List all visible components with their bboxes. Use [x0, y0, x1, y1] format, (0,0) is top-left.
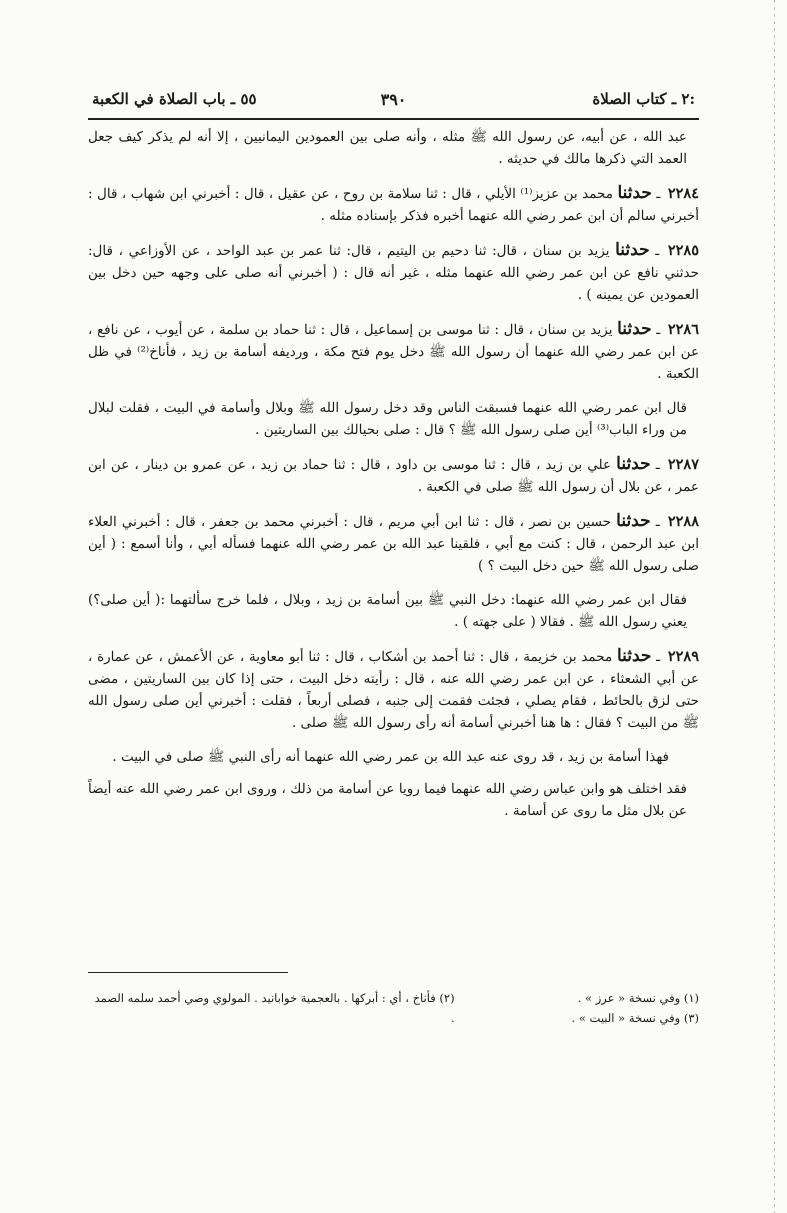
hadith-2287: ٢٢٨٧ ـ حدثنا علي بن زيد ، قال : ثنا موسى بن داود ، قال : ثنا حماد بن زيد ، عن عمرو بن دينار ، عن ابن عمر ، عن بلال أن رسول الله ﷺ صلى في الكعبة .	[88, 454, 699, 495]
hadith-number: ٢٢٨٥	[667, 242, 699, 259]
hadith-number: ٢٢٨٦	[667, 321, 699, 338]
closing-paragraph-2	[88, 778, 699, 822]
footnote-1: (١) وفي نسخة « عرز » .	[577, 991, 699, 1005]
closing-paragraph-1	[88, 746, 699, 768]
chapter-title: ٥٥ ـ باب الصلاة في الكعبة	[92, 90, 257, 108]
page-body	[88, 126, 699, 834]
hadith-keyword: حدثنا	[616, 646, 652, 666]
hadith-keyword: حدثنا	[616, 454, 651, 474]
hadith-2289: ٢٢٨٩ ـ حدثنا محمد بن خزيمة ، قال : ثنا أحمد بن أشكاب ، قال : ثنا أبو معاوية ، عن الأعمش ، عن عمارة ، عن أبي الشعثاء ، عن ابن عمر رضي الله عنه ، قال : رأيته دخل البيت ، حتى إذا كان بين الساريتين ، مضى حتى لزق بالحائط ، فقام يصلي ، فجئت فقمت إلى جنبه ، فصلى أربعاً ، فقلت : أخبرني أين صلى رسول الله ﷺ من البيت ؟ فقال : ها هنا أخبرني أسامة أنه رأى رسول الله ﷺ صلى .	[88, 646, 700, 731]
hadith-keyword: حدثنا	[617, 319, 652, 339]
book-title: ٢ ـ كتاب الصلاة:	[592, 90, 695, 108]
footnote-2: (٢) فأناخ ، أي : أبركها . بالعجمية خوابانيد . المولوي وصي أحمد سلمه الصمد .	[94, 991, 455, 1025]
hadith-2286: ٢٢٨٦ ـ حدثنا يزيد بن سنان ، قال : ثنا موسى بن إسماعيل ، قال : ثنا حماد بن سلمة ، عن أيوب ، عن نافع ، عن ابن عمر رضي الله عنهما أن رسول الله ﷺ دخل يوم فتح مكة ، ورديفه أسامة بن زيد ، فأناخ⁽²⁾ في ظل الكعبة .	[88, 319, 699, 382]
hadith-text: محمد بن عزيز⁽¹⁾ الأيلي ، قال : ثنا سلامة بن روح ، عن عقيل ، قال : أخبرني ابن شهاب ، قال : أخبرني سالم أن ابن عمر رضي الله عنهما أخبره فذكر بإسناده مثله .	[88, 186, 699, 224]
hadith-text: حسين بن نصر ، قال : ثنا ابن أبي مريم ، قال : أخبرني محمد بن جعفر ، قال : أخبرني العلاء ابن عبد الرحمن ، قال : كنت مع أبي ، فلقينا عبد الله بن عمر رضي الله عنهما فسأله أبي ، وأنا أسمع : ( أين صلى رسول الله ﷺ حين دخل البيت ؟ )	[88, 514, 699, 574]
hadith-text: فقال ابن عمر رضي الله عنهما: دخل النبي ﷺ بين أسامة بن زيد ، وبلال ، فلما خرج سألتهما :( أين صلى؟) يعني رسول الله ﷺ . فقالا ( على جهته ) .	[88, 592, 687, 630]
closing-text: فهذا أسامة بن زيد ، قد روى عنه عبد الله بن عمر رضي الله عنهما أنه رأى النبي ﷺ صلى في البيت .	[112, 749, 669, 765]
hadith-number: ٢٢٨٧	[667, 456, 699, 473]
hadith-number: ٢٢٨٩	[667, 648, 700, 665]
hadith-2285: ٢٢٨٥ ـ حدثنا يزيد بن سنان ، قال: ثنا دحيم بن اليتيم ، قال: ثنا عمر بن عبد الواحد ، عن الأوزاعي ، قال: حدثني نافع عن ابن عمر رضي الله عنهما مثله ، غير أنه قال : ( أخبرني أنه صلى على وجهه حين دخل بين العمودين عن يمينه ) .	[88, 240, 699, 303]
footnotes-right-column	[455, 988, 699, 1028]
intro-text: عبد الله ، عن أبيه، عن رسول الله ﷺ مثله ، وأنه صلى بين العمودين اليمانيين ، إلا أنه لم يذكر كيف جعل العمد التي ذكرها مالك في حديثه .	[88, 129, 687, 167]
hadith-text: يزيد بن سنان ، قال : ثنا موسى بن إسماعيل ، قال : ثنا حماد بن سلمة ، عن أيوب ، عن نافع ، عن ابن عمر رضي الله عنهما أن رسول الله ﷺ دخل يوم فتح مكة ، ورديفه أسامة بن زيد ، فأناخ⁽²⁾ في ظل الكعبة .	[88, 322, 699, 382]
footnotes-left-column	[88, 988, 455, 1028]
hadith-number: ٢٢٨٨	[667, 513, 699, 530]
ibn-umar-narration	[88, 397, 699, 441]
footnote-separator	[88, 972, 288, 973]
page-header	[88, 84, 699, 120]
hadith-text: علي بن زيد ، قال : ثنا موسى بن داود ، قال : ثنا حماد بن زيد ، عن عمرو بن دينار ، عن ابن عمر ، عن بلال أن رسول الله ﷺ صلى في الكعبة .	[88, 457, 699, 495]
hadith-text: يزيد بن سنان ، قال: ثنا دحيم بن اليتيم ، قال: ثنا عمر بن عبد الواحد ، عن الأوزاعي ، قال: حدثني نافع عن ابن عمر رضي الله عنهما مثله ، غير أنه قال : ( أخبرني أنه صلى على وجهه حين دخل بين العمودين عن يمينه ) .	[88, 243, 699, 303]
hadith-2284: ٢٢٨٤ ـ حدثنا محمد بن عزيز⁽¹⁾ الأيلي ، قال : ثنا سلامة بن روح ، عن عقيل ، قال : أخبرني ابن شهاب ، قال : أخبرني سالم أن ابن عمر رضي الله عنهما أخبره فذكر بإسناده مثله .	[88, 183, 700, 224]
page-edge	[774, 0, 775, 1213]
ibn-umar-reply	[88, 589, 699, 633]
closing-text: فقد اختلف هو وابن عباس رضي الله عنهما فيما رويا عن أسامة من ذلك ، وروى ابن عمر رضي الله عنه أيضاً عن بلال مثل ما روى عن أسامة .	[88, 781, 687, 819]
hadith-keyword: حدثنا	[617, 183, 652, 203]
hadith-2288: ٢٢٨٨ ـ حدثنا حسين بن نصر ، قال : ثنا ابن أبي مريم ، قال : أخبرني محمد بن جعفر ، قال : أخبرني العلاء ابن عبد الرحمن ، قال : كنت مع أبي ، فلقينا عبد الله بن عمر رضي الله عنهما فسأله أبي ، وأنا أسمع : ( أين صلى رسول الله ﷺ حين دخل البيت ؟ )	[88, 511, 699, 574]
hadith-number: ٢٢٨٤	[667, 185, 700, 202]
footnote-3: (٣) وفي نسخة « البيت » .	[571, 1011, 699, 1025]
hadith-text: قال ابن عمر رضي الله عنهما فسبقت الناس وقد دخل رسول الله ﷺ وبلال وأسامة في البيت ، فقلت لبلال من وراء الباب⁽³⁾ أين صلى رسول الله ﷺ ؟ قال : صلى بحيالك بين الساريتين .	[88, 400, 687, 438]
hadith-text: محمد بن خزيمة ، قال : ثنا أحمد بن أشكاب ، قال : ثنا أبو معاوية ، عن الأعمش ، عن عمارة ، عن أبي الشعثاء ، عن ابن عمر رضي الله عنه ، قال : رأيته دخل البيت ، حتى إذا كان بين الساريتين ، مضى حتى لزق بالحائط ، فقام يصلي ، فجئت فقمت إلى جنبه ، فصلى أربعاً ، فقلت : أخبرني أين صلى رسول الله ﷺ من البيت ؟ فقال : ها هنا أخبرني أسامة أنه رأى رسول الله ﷺ صلى .	[88, 649, 699, 731]
page-number: ٣٩٠	[380, 90, 407, 109]
intro-paragraph	[88, 126, 699, 170]
hadith-keyword: حدثنا	[616, 511, 651, 531]
hadith-keyword: حدثنا	[615, 240, 650, 260]
